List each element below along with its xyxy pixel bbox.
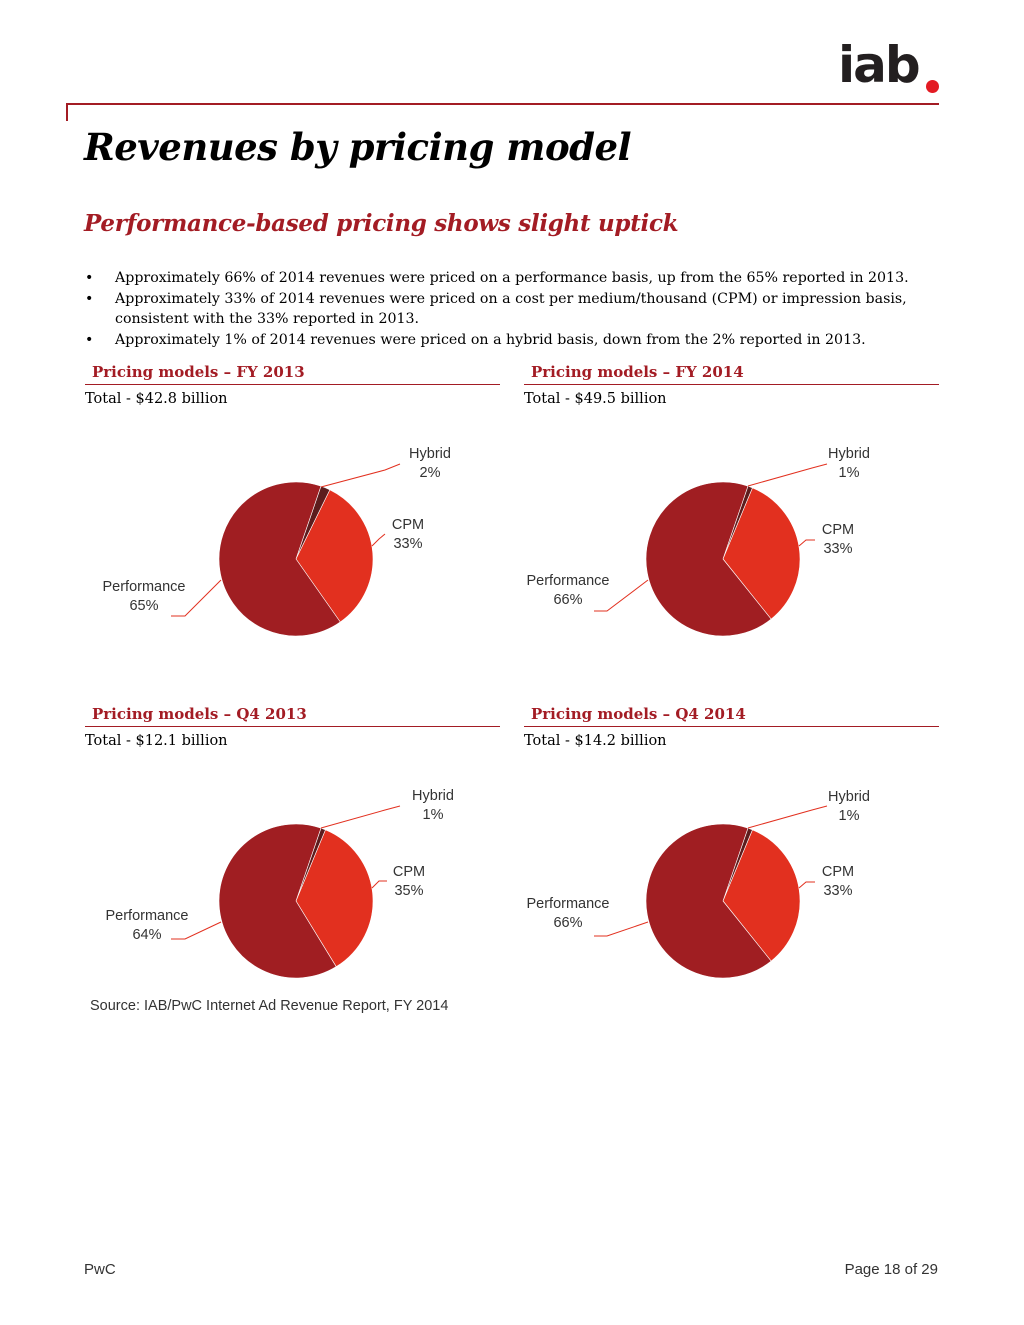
iab-logo [838, 36, 938, 98]
page-subtitle: Performance-based pricing shows slight uptick [84, 210, 679, 237]
chart-title: Pricing models – Q4 2013 [92, 705, 307, 723]
slice-label-cpm: CPM [391, 517, 425, 533]
chart-header-q42014 [524, 704, 939, 749]
chart-total: Total - $49.5 billion [524, 391, 667, 407]
slice-value-hybrid: 1% [422, 807, 444, 823]
slice-label-hybrid: Hybrid [828, 789, 870, 805]
footer-company: PwC [84, 1261, 116, 1278]
slice-label-cpm: CPM [821, 864, 855, 880]
header-rule-tick [66, 103, 68, 121]
footer-page-number: Page 18 of 29 [844, 1261, 938, 1278]
callout-line-performance [171, 922, 221, 939]
chart-header-fy2014 [524, 362, 939, 407]
callout-line-performance [594, 922, 648, 936]
chart-rule [524, 726, 939, 727]
chart-total: Total - $42.8 billion [85, 391, 228, 407]
slice-value-cpm: 33% [823, 541, 853, 557]
pie-chart-q42013 [85, 782, 500, 1022]
callout-line-cpm [372, 881, 387, 888]
slice-value-performance: 66% [553, 592, 583, 608]
callout-line-hybrid [321, 806, 400, 828]
callout-line-hybrid [748, 464, 827, 486]
slice-value-cpm: 33% [823, 883, 853, 899]
slice-value-performance: 64% [132, 927, 162, 943]
slice-value-cpm: 33% [393, 536, 423, 552]
bullet-item: • Approximately 1% of 2014 revenues were priced on a hybrid basis, down from the 2% reported in 2013. [84, 330, 934, 351]
chart-total: Total - $12.1 billion [85, 733, 228, 749]
callout-line-cpm [799, 540, 815, 546]
slice-label-hybrid: Hybrid [409, 446, 451, 462]
chart-rule [85, 726, 500, 727]
header-rule [66, 103, 939, 105]
slice-value-cpm: 35% [394, 883, 424, 899]
chart-header-fy2013 [85, 362, 500, 407]
chart-rule [524, 384, 939, 385]
slice-value-performance: 66% [553, 915, 583, 931]
slice-label-performance: Performance [102, 579, 186, 595]
callout-line-hybrid [321, 464, 400, 487]
bullet-item: • Approximately 33% of 2014 revenues were priced on a cost per medium/thousand (CPM) or impression basis, consistent with the 33% reported in 2013. [84, 289, 934, 330]
pie-chart-q42014 [512, 782, 927, 1022]
logo-text: iab [838, 36, 919, 94]
slice-value-hybrid: 1% [838, 808, 860, 824]
chart-header-q42013 [85, 704, 500, 749]
chart-title: Pricing models – FY 2013 [92, 363, 305, 381]
chart-title: Pricing models – Q4 2014 [531, 705, 746, 723]
pie-chart-fy2014 [512, 440, 927, 680]
bullet-list [84, 268, 934, 350]
slice-label-performance: Performance [105, 908, 189, 924]
slice-value-hybrid: 2% [419, 465, 441, 481]
logo-dot [926, 80, 939, 93]
chart-total: Total - $14.2 billion [524, 733, 667, 749]
callout-line-hybrid [748, 806, 827, 828]
bullet-item: • Approximately 66% of 2014 revenues were priced on a performance basis, up from the 65% reported in 2013. [84, 268, 934, 289]
callout-line-cpm [372, 534, 385, 546]
chart-title: Pricing models – FY 2014 [531, 363, 744, 381]
slice-value-performance: 65% [129, 598, 159, 614]
page-title: Revenues by pricing model [84, 125, 632, 169]
slice-label-hybrid: Hybrid [828, 446, 870, 462]
slice-label-hybrid: Hybrid [412, 788, 454, 804]
slice-value-hybrid: 1% [838, 465, 860, 481]
slice-label-cpm: CPM [821, 522, 855, 538]
slice-label-performance: Performance [526, 573, 610, 589]
source-note: Source: IAB/PwC Internet Ad Revenue Report, FY 2014 [90, 998, 449, 1014]
chart-rule [85, 384, 500, 385]
pie-chart-fy2013 [85, 440, 500, 680]
callout-line-cpm [799, 882, 815, 888]
slice-label-cpm: CPM [392, 864, 426, 880]
slice-label-performance: Performance [526, 896, 610, 912]
